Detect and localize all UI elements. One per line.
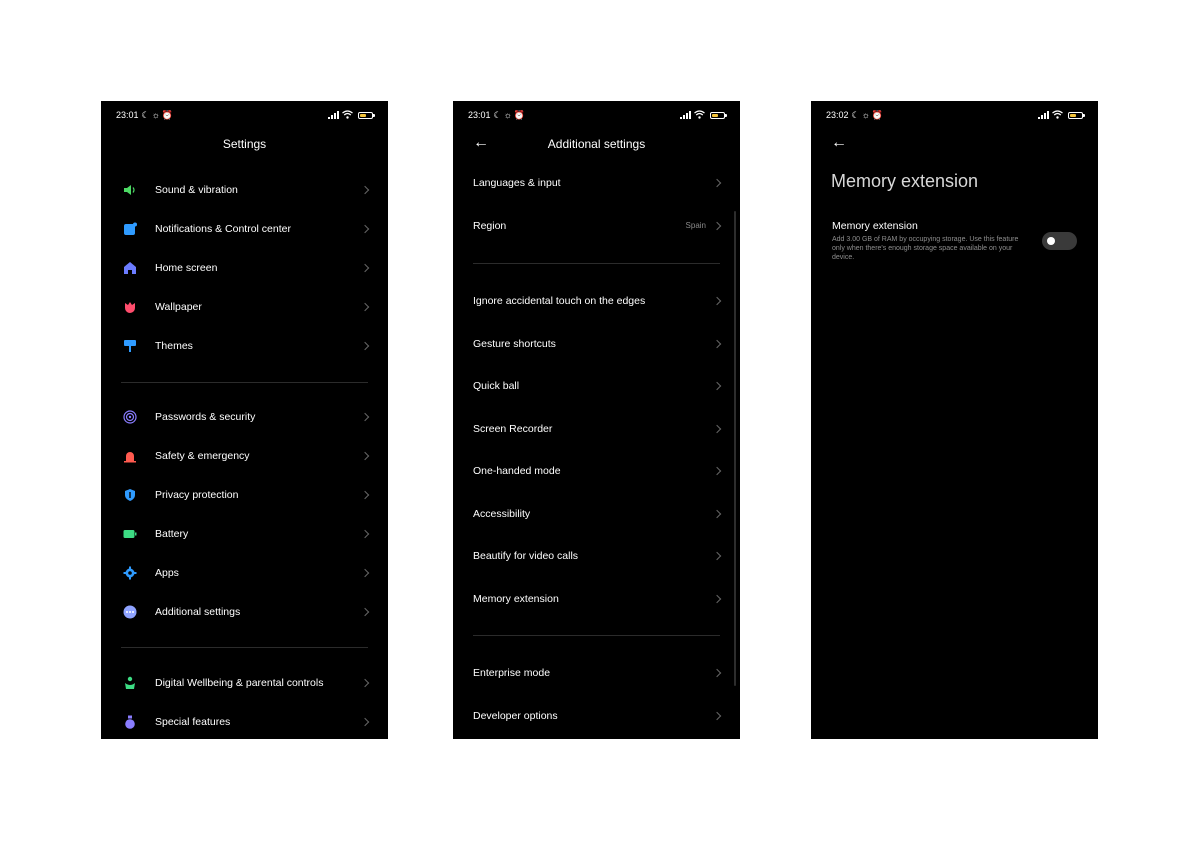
- chevron-right-icon: [361, 491, 369, 499]
- list-item-label: Memory extension: [473, 592, 559, 605]
- list-item-label: Quick ball: [473, 380, 520, 392]
- potion-icon: [123, 715, 137, 729]
- brightness-off-icon: ☼: [861, 109, 870, 120]
- tulip-icon: [123, 300, 137, 314]
- list-item-label: Gesture shortcuts: [473, 337, 556, 350]
- signal-icon: [328, 111, 339, 119]
- list-item-value: Spain: [685, 221, 706, 230]
- list-item-label: Privacy protection: [155, 489, 239, 501]
- battery-icon: [123, 527, 137, 541]
- list-item-ignore-accidental-touch-on-the-edges[interactable]: [453, 286, 740, 316]
- list-item-quick-ball[interactable]: [453, 371, 740, 401]
- status-bar: [826, 108, 1083, 122]
- chevron-right-icon: [361, 679, 369, 687]
- list-item-wallpaper[interactable]: [101, 292, 388, 322]
- status-time: 23:01: [116, 110, 139, 120]
- list-item-privacy-protection[interactable]: [101, 480, 388, 510]
- settings-screen: [101, 101, 388, 739]
- list-item-safety-and-emergency[interactable]: [101, 441, 388, 471]
- list-item-gesture-shortcuts[interactable]: [453, 329, 740, 359]
- additional-settings-screen: [453, 101, 740, 739]
- chevron-right-icon: [713, 382, 721, 390]
- list-item-label: Notifications & Control center: [155, 223, 291, 235]
- wifi-icon: [1052, 110, 1063, 121]
- list-item-special-features[interactable]: [101, 707, 388, 737]
- moon-icon: ☾: [493, 109, 502, 120]
- memory-extension-toggle[interactable]: [1042, 232, 1077, 250]
- list-item-label: Passwords & security: [155, 411, 256, 423]
- section-divider: [121, 382, 368, 383]
- list-item-memory-extension[interactable]: [453, 584, 740, 614]
- list-item-label: Beautify for video calls: [473, 550, 579, 562]
- chevron-right-icon: [361, 342, 369, 350]
- list-item-label: Sound & vibration: [155, 184, 238, 196]
- chevron-right-icon: [361, 186, 369, 194]
- signal-icon: [1038, 111, 1049, 119]
- status-bar: [468, 108, 725, 122]
- chevron-right-icon: [361, 264, 369, 272]
- list-item-label: Screen Recorder: [473, 422, 553, 435]
- brightness-off-icon: ☼: [151, 109, 160, 120]
- wellbeing-icon: [123, 676, 137, 690]
- list-item-label: Developer options: [473, 709, 558, 722]
- battery-status-icon: [710, 112, 725, 119]
- list-item-developer-options[interactable]: [453, 701, 740, 731]
- chevron-right-icon: [713, 594, 721, 602]
- chevron-right-icon: [713, 509, 721, 517]
- shield-icon: [123, 488, 137, 502]
- list-item-label: Languages & input: [473, 177, 561, 189]
- chevron-right-icon: [361, 530, 369, 538]
- list-item-label: Home screen: [155, 262, 218, 274]
- list-item-label: Enterprise mode: [473, 667, 551, 679]
- list-item-label: One-handed mode: [473, 465, 561, 477]
- scrollbar[interactable]: [734, 211, 736, 686]
- list-item-home-screen[interactable]: [101, 253, 388, 283]
- page-title: Additional settings: [547, 137, 646, 151]
- list-item-label: Accessibility: [473, 507, 531, 520]
- alarm-icon: ⏰: [161, 109, 174, 120]
- chevron-right-icon: [713, 467, 721, 475]
- chevron-right-icon: [361, 452, 369, 460]
- chevron-right-icon: [713, 424, 721, 432]
- paint-roller-icon: [123, 339, 137, 353]
- list-item-beautify-for-video-calls[interactable]: [453, 541, 740, 571]
- chevron-right-icon: [713, 552, 721, 560]
- list-item-label: Wallpaper: [155, 301, 202, 313]
- speaker-icon: [123, 183, 137, 197]
- list-item-notifications-and-control-center[interactable]: [101, 214, 388, 244]
- list-item-label: Digital Wellbeing & parental controls: [155, 677, 324, 689]
- list-item-enterprise-mode[interactable]: [453, 658, 740, 688]
- list-item-digital-wellbeing-and-parental-controls[interactable]: [101, 668, 388, 698]
- more-icon: [123, 605, 137, 619]
- list-item-label: Battery: [155, 528, 189, 540]
- list-item-one-handed-mode[interactable]: [453, 456, 740, 486]
- memory-extension-option-title: Memory extension: [832, 220, 918, 232]
- memory-extension-description: Add 3.00 GB of RAM by occupying storage. Use this feature only when there's enough storage space available on your device.: [832, 236, 1019, 261]
- chevron-right-icon: [361, 569, 369, 577]
- brightness-off-icon: ☼: [503, 109, 512, 120]
- list-item-label: Apps: [155, 567, 179, 579]
- list-item-languages-and-input[interactable]: [453, 168, 740, 198]
- list-item-label: Region: [473, 219, 507, 232]
- status-bar: [116, 108, 373, 122]
- list-item-screen-recorder[interactable]: [453, 414, 740, 444]
- chevron-right-icon: [361, 413, 369, 421]
- section-divider: [473, 635, 720, 636]
- page-title: Settings: [222, 137, 267, 151]
- section-divider: [121, 647, 368, 648]
- memory-extension-screen: [811, 101, 1098, 739]
- moon-icon: ☾: [141, 109, 150, 120]
- status-time: 23:02: [826, 110, 849, 120]
- chevron-right-icon: [361, 608, 369, 616]
- page-title: Memory extension: [831, 171, 979, 191]
- alarm-icon: ⏰: [513, 109, 526, 120]
- home-icon: [123, 261, 137, 275]
- back-arrow-icon[interactable]: ←: [831, 134, 847, 151]
- list-item-sound-and-vibration[interactable]: [101, 175, 388, 205]
- signal-icon: [680, 111, 691, 119]
- list-item-passwords-and-security[interactable]: [101, 402, 388, 432]
- list-item-label: Ignore accidental touch on the edges: [473, 295, 646, 307]
- status-time: 23:01: [468, 110, 491, 120]
- chevron-right-icon: [713, 297, 721, 305]
- chevron-right-icon: [713, 179, 721, 187]
- back-arrow-icon[interactable]: ←: [473, 134, 489, 151]
- moon-icon: ☾: [851, 109, 860, 120]
- list-item-accessibility[interactable]: [453, 499, 740, 529]
- chevron-right-icon: [713, 711, 721, 719]
- list-item-themes[interactable]: [101, 331, 388, 361]
- list-item-additional-settings[interactable]: [101, 597, 388, 627]
- list-item-label: Safety & emergency: [155, 450, 250, 462]
- wifi-icon: [342, 110, 353, 121]
- fingerprint-icon: [123, 410, 137, 424]
- list-item-label: Additional settings: [155, 606, 241, 618]
- gear-icon: [123, 566, 137, 580]
- chevron-right-icon: [361, 303, 369, 311]
- wifi-icon: [694, 110, 705, 121]
- toggle-knob: [1047, 237, 1055, 245]
- list-item-label: Themes: [155, 340, 193, 352]
- alarm-icon: ⏰: [871, 109, 884, 120]
- section-divider: [473, 263, 720, 264]
- chevron-right-icon: [713, 339, 721, 347]
- notification-icon: [123, 222, 137, 236]
- alarm-light-icon: [123, 449, 137, 463]
- chevron-right-icon: [713, 221, 721, 229]
- list-item-apps[interactable]: [101, 558, 388, 588]
- list-item-label: Special features: [155, 716, 231, 728]
- chevron-right-icon: [361, 718, 369, 726]
- chevron-right-icon: [361, 225, 369, 233]
- battery-status-icon: [358, 112, 373, 119]
- list-item-battery[interactable]: [101, 519, 388, 549]
- chevron-right-icon: [713, 669, 721, 677]
- battery-status-icon: [1068, 112, 1083, 119]
- list-item-region[interactable]: [453, 211, 740, 241]
